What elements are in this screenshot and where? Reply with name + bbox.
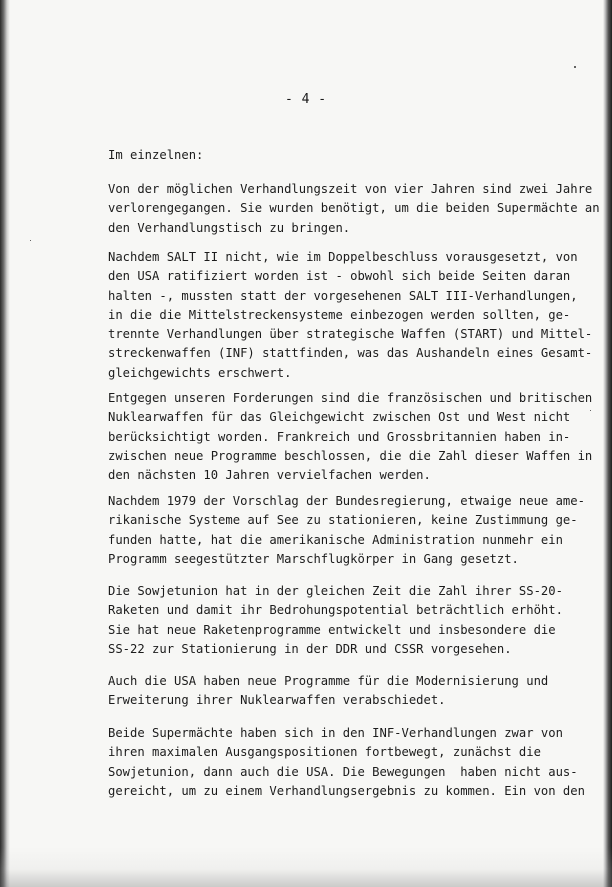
paragraph	[108, 492, 585, 569]
text-line: SS-22 zur Stationierung in der DDR und CSSR vorgesehen.	[108, 641, 512, 656]
text-line: Im einzelnen:	[108, 148, 204, 162]
page-number: - 4 -	[285, 92, 327, 107]
paragraph	[108, 724, 585, 801]
text-line: streckenwaffen (INF) stattfinden, was das Aushandeln eines Gesamt-	[108, 346, 593, 361]
text-line: Beide Supermächte haben sich in den INF-Verhandlungen zwar von	[108, 726, 563, 740]
text-line: Erweiterung ihrer Nuklearwaffen verabschiedet.	[108, 693, 446, 708]
paragraph	[108, 389, 593, 485]
text-line: verlorengegangen. Sie wurden benötigt, um die beiden Supermächte an	[108, 201, 600, 216]
paragraph	[108, 180, 600, 238]
text-line: trennte Verhandlungen über strategische Waffen (START) und Mittel-	[108, 327, 593, 342]
scan-speck	[574, 66, 576, 68]
text-line: Entgegen unseren Forderungen sind die französischen und britischen	[108, 391, 593, 405]
text-line: Raketen und damit ihr Bedrohungspotential beträchtlich erhöht.	[108, 603, 563, 618]
scan-speck	[590, 410, 591, 411]
text-line: Sowjetunion, dann auch die USA. Die Bewegungen haben nicht aus-	[108, 764, 578, 779]
paragraph	[108, 248, 593, 383]
text-line: den nächsten 10 Jahren vervielfachen werden.	[108, 468, 431, 483]
text-line: Die Sowjetunion hat in der gleichen Zeit die Zahl ihrer SS-20-	[108, 584, 563, 598]
text-line: den USA ratifiziert worden ist - obwohl sich beide Seiten daran	[108, 269, 571, 284]
paragraph	[108, 672, 576, 711]
text-line: Sie hat neue Raketenprogramme entwickelt und insbesondere die	[108, 622, 556, 637]
text-line: gereicht, um zu einem Verhandlungsergebnis zu kommen. Ein von den	[108, 783, 585, 798]
text-line: Nachdem SALT II nicht, wie im Doppelbeschluss vorausgesetzt, von	[108, 250, 578, 264]
text-line: ihren maximalen Ausgangspositionen fortbewegt, zunächst die	[108, 745, 541, 760]
text-line: berücksichtigt worden. Frankreich und Grossbritannien haben in-	[108, 429, 571, 444]
scan-edge-left	[0, 0, 10, 887]
text-line: Nuklearwaffen für das Gleichgewicht zwischen Ost und West nicht	[108, 410, 571, 425]
text-line: Programm seegestützter Marschflugkörper in Gang gesetzt.	[108, 551, 519, 566]
text-line: Von der möglichen Verhandlungszeit von vier Jahren sind zwei Jahre	[108, 182, 593, 196]
text-line: rikanische Systeme auf See zu stationieren, keine Zustimmung ge-	[108, 513, 578, 528]
text-line: funden hatte, hat die amerikanische Administration nunmehr ein	[108, 532, 563, 547]
text-line: gleichgewichts erschwert.	[108, 365, 292, 380]
scan-speck	[30, 240, 31, 241]
paragraph	[108, 582, 576, 659]
text-line: den Verhandlungstisch zu bringen.	[108, 220, 351, 235]
text-line: in die die Mittelstreckensysteme einbezogen werden sollten, ge-	[108, 307, 571, 322]
scan-edge-right	[603, 0, 612, 887]
text-line: halten -, mussten statt der vorgesehenen SALT III-Verhandlungen,	[108, 288, 578, 303]
paragraph-heading	[108, 146, 576, 165]
scan-edge-bottom	[0, 847, 612, 887]
text-line: zwischen neue Programme beschlossen, die die Zahl dieser Waffen in	[108, 448, 593, 463]
text-line: Nachdem 1979 der Vorschlag der Bundesregierung, etwaige neue ame-	[108, 494, 585, 508]
text-line: Auch die USA haben neue Programme für die Modernisierung und	[108, 674, 549, 688]
